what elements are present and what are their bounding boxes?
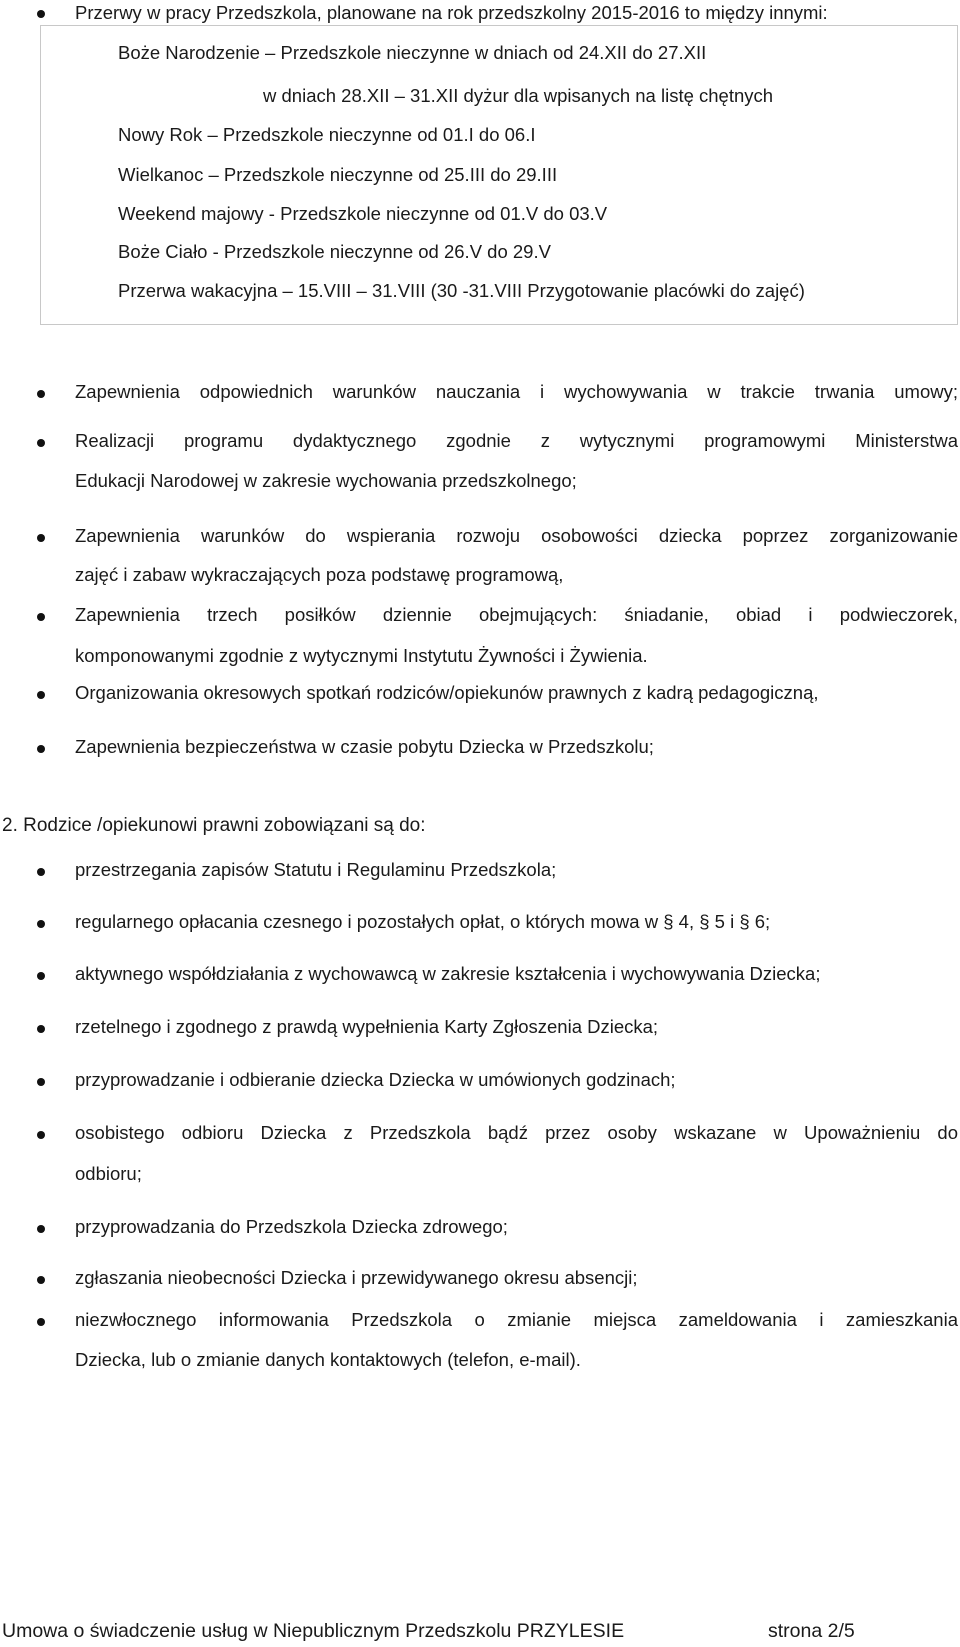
- list-item: Realizacji programu dydaktycznego zgodnie z wytycznymi programowymi Ministerstwa: [75, 430, 958, 451]
- bullet-icon: [37, 1225, 45, 1233]
- bullet-icon: [37, 972, 45, 980]
- list-item: osobistego odbioru Dziecka z Przedszkola bądź przez osoby wskazane w Upoważnieniu do: [75, 1122, 958, 1143]
- list-item-continuation: Edukacji Narodowej w zakresie wychowania przedszkolnego;: [75, 470, 577, 491]
- list-item: zgłaszania nieobecności Dziecka i przewidywanego okresu absencji;: [75, 1267, 638, 1288]
- page-number: strona 2/5: [768, 1620, 855, 1642]
- bullet-icon: [37, 1131, 45, 1139]
- section-heading: 2. Rodzice /opiekunowi prawni zobowiązani są do:: [2, 815, 426, 836]
- bullet-icon: [37, 745, 45, 753]
- bullet-icon: [37, 534, 45, 542]
- list-item: Organizowania okresowych spotkań rodziców/opiekunów prawnych z kadrą pedagogiczną,: [75, 682, 819, 703]
- bullet-icon: [37, 920, 45, 928]
- bullet-icon: [37, 439, 45, 447]
- list-item: rzetelnego i zgodnego z prawdą wypełnienia Karty Zgłoszenia Dziecka;: [75, 1016, 659, 1037]
- break-line: Weekend majowy - Przedszkole nieczynne od 01.V do 03.V: [118, 203, 608, 224]
- bullet-icon: [37, 390, 45, 398]
- break-line: w dniach 28.XII – 31.XII dyżur dla wpisanych na listę chętnych: [263, 85, 774, 106]
- bullet-icon: [37, 1318, 45, 1326]
- list-item: przestrzegania zapisów Statutu i Regulaminu Przedszkola;: [75, 859, 557, 880]
- break-line: Wielkanoc – Przedszkole nieczynne od 25.III do 29.III: [118, 164, 558, 185]
- list-item-continuation: odbioru;: [75, 1163, 142, 1184]
- list-item: niezwłocznego informowania Przedszkola o zmianie miejsca zameldowania i zamieszkania: [75, 1309, 958, 1330]
- breaks-intro: Przerwy w pracy Przedszkola, planowane na rok przedszkolny 2015-2016 to między innymi:: [75, 2, 828, 23]
- break-line: Boże Ciało - Przedszkole nieczynne od 26.V do 29.V: [118, 241, 551, 262]
- bullet-icon: [37, 1078, 45, 1086]
- bullet-icon: [37, 1025, 45, 1033]
- list-item: aktywnego współdziałania z wychowawcą w zakresie kształcenia i wychowywania Dziecka;: [75, 963, 821, 984]
- bullet-icon: [37, 1276, 45, 1284]
- list-item-continuation: komponowanymi zgodnie z wytycznymi Instytutu Żywności i Żywienia.: [75, 645, 648, 666]
- break-line: Przerwa wakacyjna – 15.VIII – 31.VIII (30 -31.VIII Przygotowanie placówki do zajęć): [118, 280, 805, 301]
- list-item-continuation: zajęć i zabaw wykraczających poza podstawę programową,: [75, 564, 564, 585]
- list-item: Zapewnienia warunków do wspierania rozwoju osobowości dziecka poprzez zorganizowanie: [75, 525, 958, 546]
- list-item: Zapewnienia bezpieczeństwa w czasie pobytu Dziecka w Przedszkolu;: [75, 736, 654, 757]
- bullet-icon: [37, 868, 45, 876]
- list-item: przyprowadzanie i odbieranie dziecka Dziecka w umówionych godzinach;: [75, 1069, 676, 1090]
- list-item: regularnego opłacania czesnego i pozostałych opłat, o których mowa w § 4, § 5 i § 6;: [75, 911, 771, 932]
- bullet-icon: [37, 10, 45, 18]
- break-line: Boże Narodzenie – Przedszkole nieczynne w dniach od 24.XII do 27.XII: [118, 42, 707, 63]
- bullet-icon: [37, 613, 45, 621]
- break-line: Nowy Rok – Przedszkole nieczynne od 01.I do 06.I: [118, 124, 536, 145]
- list-item-continuation: Dziecka, lub o zmianie danych kontaktowych (telefon, e-mail).: [75, 1349, 581, 1370]
- list-item: przyprowadzania do Przedszkola Dziecka zdrowego;: [75, 1216, 508, 1237]
- bullet-icon: [37, 691, 45, 699]
- footer-title: Umowa o świadczenie usług w Niepublicznym Przedszkolu PRZYLESIE: [2, 1620, 625, 1642]
- list-item: Zapewnienia odpowiednich warunków nauczania i wychowywania w trakcie trwania umowy;: [75, 381, 958, 402]
- list-item: Zapewnienia trzech posiłków dziennie obejmujących: śniadanie, obiad i podwieczorek,: [75, 604, 958, 625]
